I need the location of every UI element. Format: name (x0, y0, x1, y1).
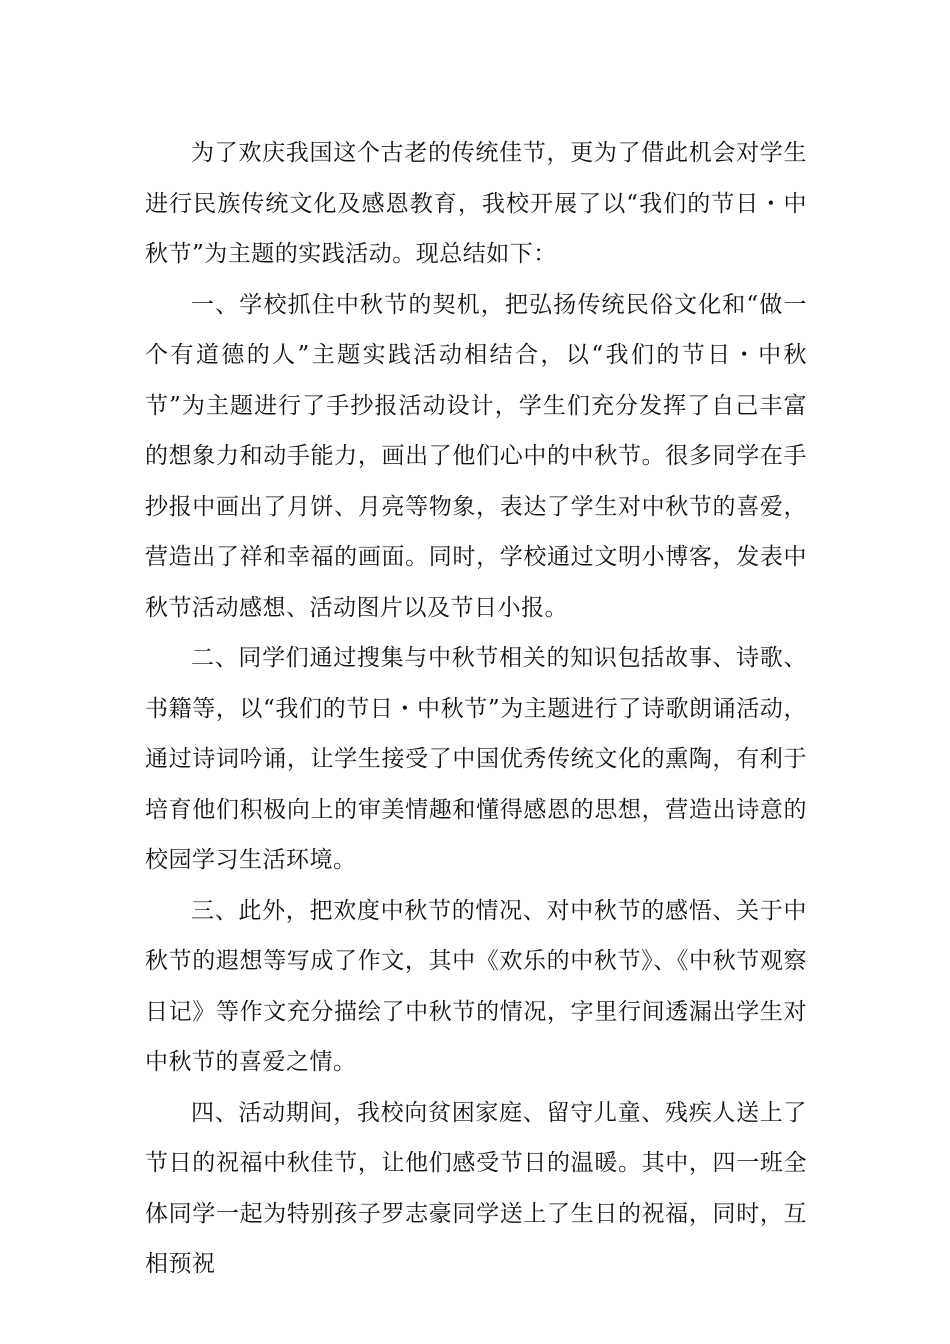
paragraph-section-3: 三、此外，把欢度中秋节的情况、对中秋节的感悟、关于中秋节的遐想等写成了作文，其中《欢乐的中秋节》、《中秋节观察日记》等作文充分描绘了中秋节的情况，字里行间透漏出学生对中秋节的喜爱之情。 (145, 897, 807, 1075)
paragraph-intro: 为了欢庆我国这个古老的传统佳节，更为了借此机会对学生进行民族传统文化及感恩教育，我校开展了以“我们的节日・中秋节”为主题的实践活动。现总结如下： (145, 140, 807, 267)
paragraph-section-1: 一、学校抓住中秋节的契机，把弘扬传统民俗文化和“做一个有道德的人”主题实践活动相结合，以“我们的节日・中秋节”为主题进行了手抄报活动设计，学生们充分发挥了自己丰富的想象力和动手能力，画出了他们心中的中秋节。很多同学在手抄报中画出了月饼、月亮等物象，表达了学生对中秋节的喜爱，营造出了祥和幸福的画面。同时，学校通过文明小博客，发表中秋节活动感想、活动图片以及节日小报。 (145, 291, 807, 621)
paragraph-section-2: 二、同学们通过搜集与中秋节相关的知识包括故事、诗歌、书籍等，以“我们的节日・中秋节”为主题进行了诗歌朗诵活动，通过诗词吟诵，让学生接受了中国优秀传统文化的熏陶，有利于培育他们积极向上的审美情趣和懂得感恩的思想，营造出诗意的校园学习生活环境。 (145, 645, 807, 873)
document-body (145, 128, 807, 1290)
paragraph-section-4: 四、活动期间，我校向贫困家庭、留守儿童、残疾人送上了节日的祝福中秋佳节，让他们感受节日的温暖。其中，四一班全体同学一起为特别孩子罗志豪同学送上了生日的祝福，同时，互相预祝 (145, 1099, 807, 1277)
